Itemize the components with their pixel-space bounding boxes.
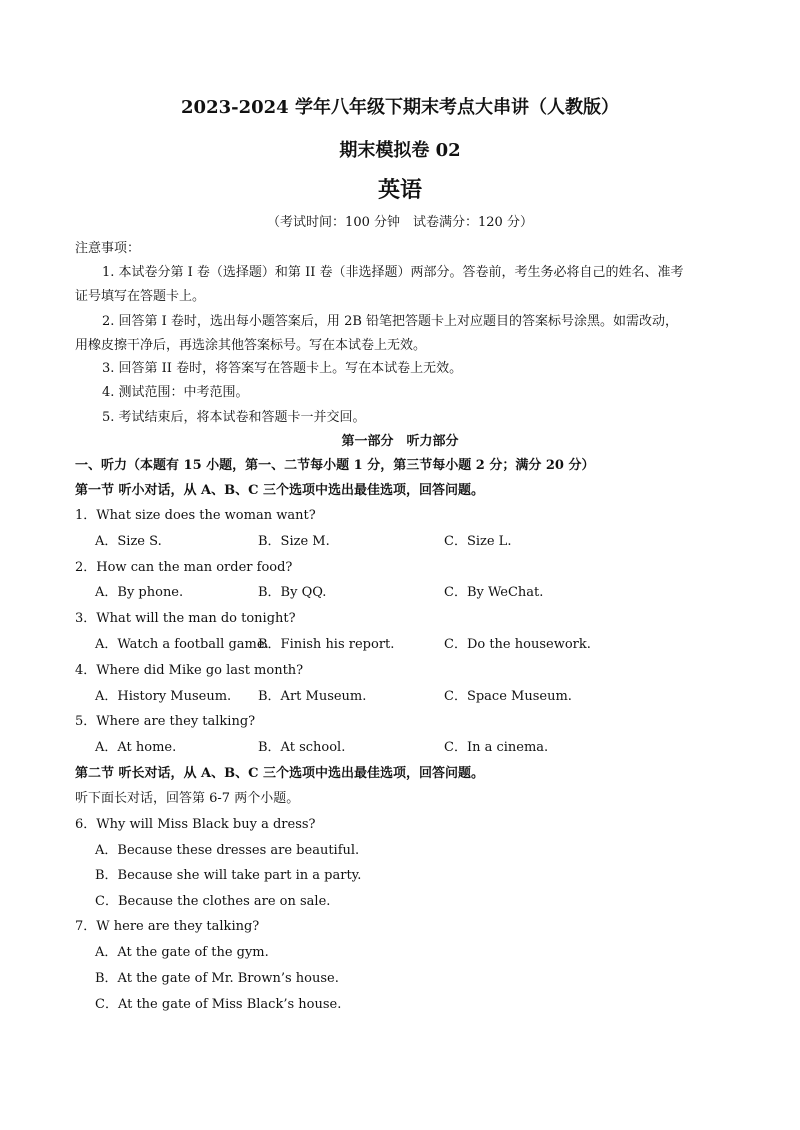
option-a: A．At home. [95,740,177,755]
question-text: 5．Where are they talking? [75,714,256,729]
option-b: B．At the gate of Mr. Brown’s house. [95,971,339,986]
option-c: C．At the gate of Miss Black’s house. [95,997,342,1012]
option-b: B．At school. [258,740,346,755]
question-text: 1．What size does the woman want? [75,508,316,523]
option-b: B．Finish his report. [258,637,395,652]
option-a: A．By phone. [95,585,184,600]
question-text: 6．Why will Miss Black buy a dress? [75,817,316,832]
note-item-2-line-2: 用橡皮擦干净后，再选涂其他答案标号。写在本试卷上无效。 [75,338,427,353]
option-a: A．Size S. [95,534,162,549]
note-item-5: 5. 考试结束后，将本试卷和答题卡一并交回。 [102,410,366,425]
note-item-2-line-1: 2. 回答第 I 卷时，选出每小题答案后，用 2B 铅笔把答题卡上对应题目的答案标号涂黑。如需改动， [102,314,679,329]
option-a: A．At the gate of the gym. [95,945,269,960]
question-text: 4．Where did Mike go last month? [75,663,304,678]
option-c: C．Do the housework. [444,637,591,652]
subject-title: 英语 [377,177,422,203]
exam-title: 2023-2024 学年八年级下期末考点大串讲（人教版） [181,97,619,118]
note-item-4: 4. 测试范围：中考范围。 [102,385,249,400]
note-item-1-line-1: 1. 本试卷分第 I 卷（选择题）和第 II 卷（非选择题）两部分。答卷前，考生务必将自己的姓名、准考 [102,265,684,280]
exam-info: （考试时间：100 分钟 试卷满分：120 分） [267,215,533,230]
option-c: C．In a cinema. [444,740,549,755]
option-a: A．Watch a football game. [95,637,269,652]
note-item-1-line-2: 证号填写在答题卡上。 [75,289,206,304]
subsection-1-heading: 第一节 听小对话，从 A、B、C 三个选项中选出最佳选项，回答问题。 [75,483,484,498]
question-text: 7．W here are they talking? [75,919,260,934]
option-b: B．By QQ. [258,585,327,600]
option-c: C．Size L. [444,534,512,549]
option-c: C．Space Museum. [444,689,572,704]
option-a: A．Because these dresses are beautiful. [95,843,360,858]
section-heading: 一、听力（本题有 15 小题，第一、二节每小题 1 分，第三节每小题 2 分；满分 20 分） [75,458,595,473]
subsection-2-heading: 第二节 听长对话，从 A、B、C 三个选项中选出最佳选项，回答问题。 [75,766,484,781]
exam-subtitle: 期末模拟卷 02 [339,140,461,161]
note-item-3: 3. 回答第 II 卷时，将答案写在答题卡上。写在本试卷上无效。 [102,361,463,376]
option-c: C．By WeChat. [444,585,544,600]
part-heading: 第一部分 听力部分 [341,434,459,449]
option-b: B．Because she will take part in a party. [95,868,362,883]
notes-heading: 注意事项： [75,241,141,256]
option-b: B．Art Museum. [258,689,367,704]
question-text: 2．How can the man order food? [75,560,293,575]
option-b: B．Size M. [258,534,330,549]
option-c: C．Because the clothes are on sale. [95,894,331,909]
option-a: A．History Museum. [95,689,232,704]
question-text: 3．What will the man do tonight? [75,611,296,626]
subsection-2-instruction: 听下面长对话，回答第 6-7 两个小题。 [75,791,300,806]
